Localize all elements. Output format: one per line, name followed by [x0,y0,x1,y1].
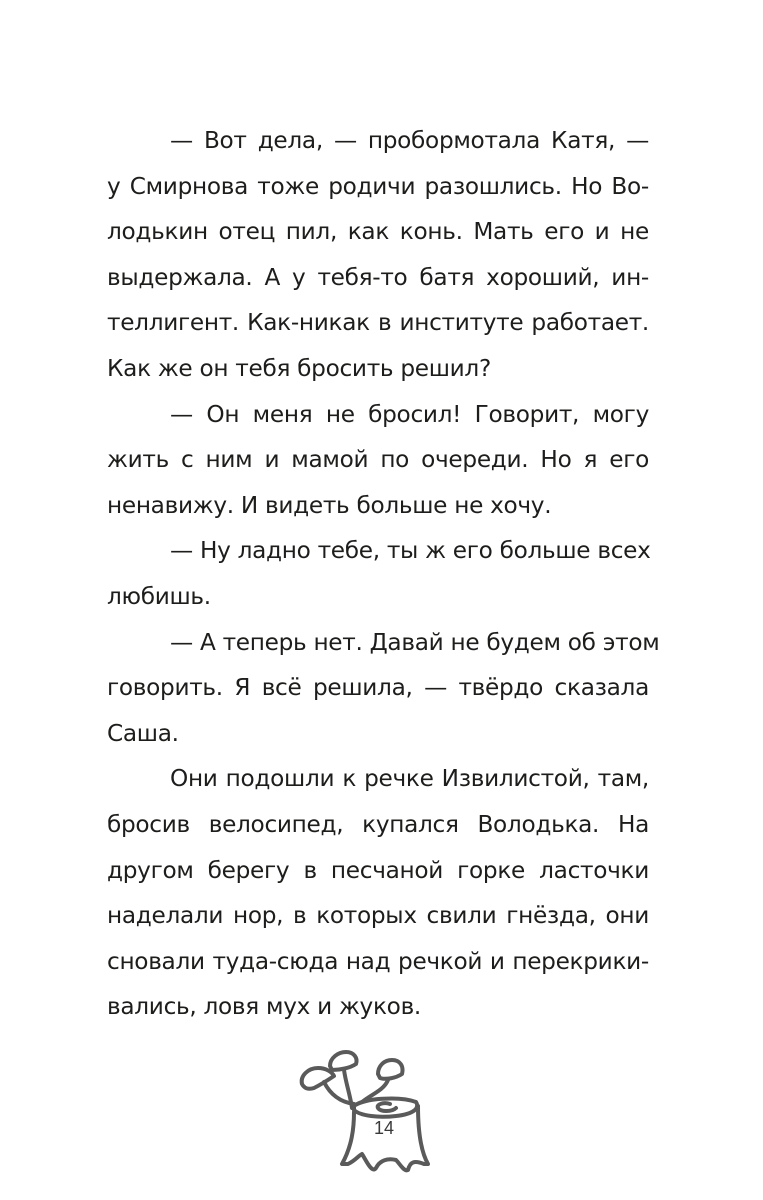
text-line: лодькин отец пил, как конь. Мать его и не [107,218,649,246]
text-line: — Он меня не бросил! Говорит, могу [170,400,649,428]
text-line: выдержала. А у тебя-то батя хороший, ин- [107,263,649,291]
page-number: 14 [373,1118,395,1138]
text-line: бросив велосипед, купался Володька. На [107,810,649,838]
text-line: сновали туда-сюда над речкой и перекрики- [107,947,649,975]
paragraph [107,756,649,1030]
text-line: у Смирнова тоже родичи разошлись. Но Во- [107,172,649,200]
tree-stump-with-mushrooms-icon [296,1050,466,1180]
text-line: Как же он тебя бросить решил? [107,354,491,382]
text-line: — Вот дела, — пробормотала Катя, — [170,127,649,154]
paragraph [107,392,649,529]
text-line: наделали нор, в которых свили гнёзда, они [107,902,649,930]
text-line: — А теперь нет. Давай не будем об этом [170,628,660,656]
paragraph [107,620,660,757]
text-line: ненавижу. И видеть больше не хочу. [107,491,552,519]
text-line: теллигент. Как-никак в институте работает. [107,309,649,337]
text-line: — Ну ладно тебе, ты ж его больше всех [170,537,651,565]
text-line: жить с ним и мамой по очереди. Но я его [107,446,649,474]
text-line: другом берегу в песчаной горке ласточки [107,856,649,884]
text-line: говорить. Я всё решила, — твёрдо сказала [107,674,649,702]
text-line: Они подошли к речке Извилистой, там, [170,765,649,793]
text-line: Саша. [107,719,179,747]
paragraph [107,118,649,392]
text-line: любишь. [107,582,211,610]
text-line: вались, ловя мух и жуков. [107,993,422,1021]
paragraph [107,528,649,619]
book-page-text [107,118,660,1030]
